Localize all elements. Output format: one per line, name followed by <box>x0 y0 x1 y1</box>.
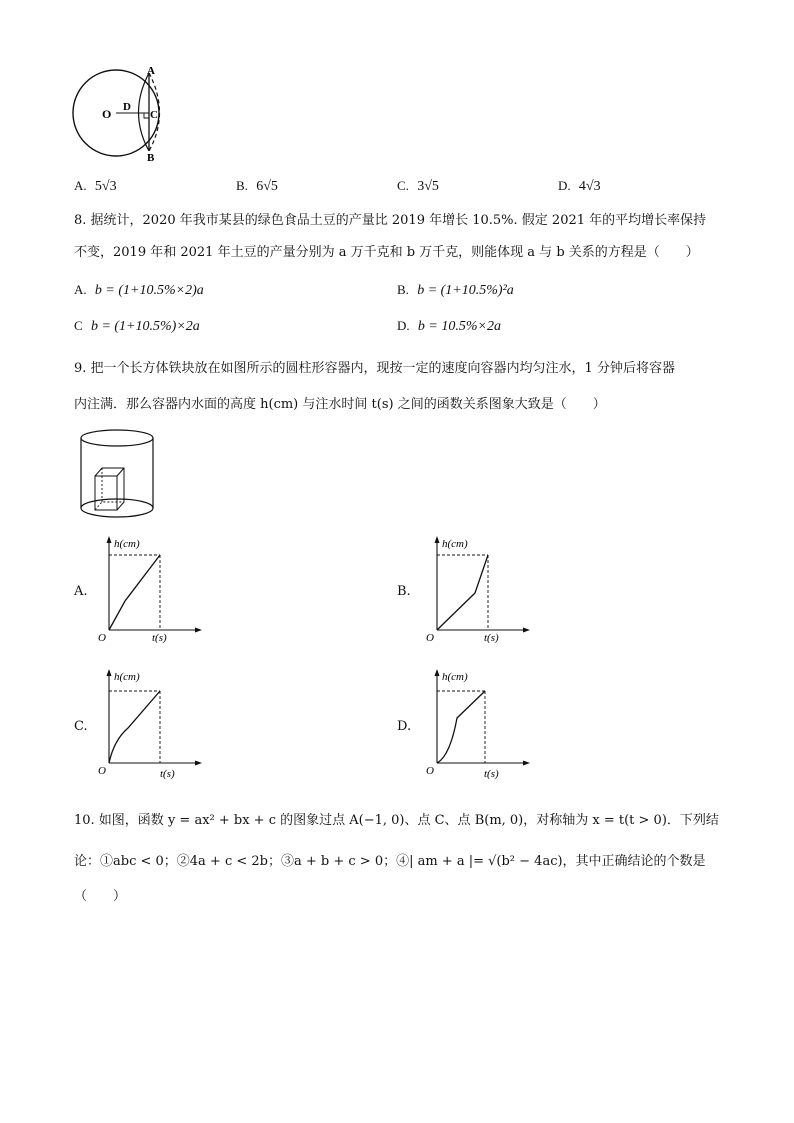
q7-label-d: D <box>123 101 131 113</box>
q7-label-o: O <box>102 107 112 121</box>
q7-option-a[interactable]: A. 5√3 <box>74 178 117 194</box>
q8-text-line1: 8. 据统计，2020 年我市某县的绿色食品土豆的产量比 2019 年增长 10.5%. 假定 2021 年的平均增长率保持 <box>74 213 707 228</box>
svg-text:t(s): t(s) <box>160 768 175 780</box>
q10-text-line3: （ ） <box>74 889 127 904</box>
q9-text-line2: 内注满．那么容器内水面的高度 h(cm) 与注水时间 t(s) 之间的函数关系图象大致是（ ） <box>74 397 606 412</box>
q8-text-line2: 不变，2019 年和 2021 年土豆的产量分别为 a 万千克和 b 万千克，则能体现 a 与 b 关系的方程是（ ） <box>74 245 699 260</box>
svg-text:O: O <box>98 632 106 643</box>
q9-text-line1: 9. 把一个长方体铁块放在如图所示的圆柱形容器内，现按一定的速度向容器内均匀注水，1 分钟后将容器 <box>74 361 675 376</box>
q9-graph-c[interactable] <box>94 668 204 780</box>
svg-text:t(s): t(s) <box>484 632 499 643</box>
svg-text:O: O <box>426 632 434 643</box>
q9-graph-b[interactable] <box>422 535 532 643</box>
svg-text:h(cm): h(cm) <box>442 671 468 683</box>
q7-circle-figure <box>66 62 176 166</box>
svg-text:O: O <box>426 765 434 777</box>
q10-text-line2: 论：①abc < 0；②4a + c < 2b；③a + b + c > 0；④| am + a |= √(b² − 4ac)，其中正确结论的个数是 <box>74 854 706 869</box>
q9-iron-block <box>95 468 124 510</box>
q9-graph-a[interactable] <box>94 535 204 643</box>
q9-graph-a-curve <box>109 555 160 630</box>
svg-text:h(cm): h(cm) <box>114 671 140 683</box>
q7-option-d[interactable]: D. 4√3 <box>558 178 601 194</box>
svg-text:t(s): t(s) <box>152 632 167 643</box>
q9-cylinder-figure <box>74 428 160 524</box>
svg-text:h(cm): h(cm) <box>114 538 140 550</box>
q7-right-angle-mark <box>144 113 149 118</box>
q8-option-b[interactable]: B. b = (1+10.5%)²a <box>397 282 514 298</box>
q7-option-c[interactable]: C. 3√5 <box>397 178 439 194</box>
svg-text:h(cm): h(cm) <box>442 538 468 550</box>
q7-label-b: B <box>147 152 155 164</box>
q9-graph-b-curve <box>437 555 488 630</box>
q9-graph-d-curve <box>437 691 485 763</box>
q8-option-a[interactable]: A. b = (1+10.5%×2)a <box>74 282 204 298</box>
q9-option-a-label[interactable]: A. <box>74 584 88 599</box>
q8-option-c[interactable]: C b = (1+10.5%)×2a <box>74 318 200 334</box>
q7-folded-arc <box>139 73 150 151</box>
q7-label-c: C <box>150 109 158 121</box>
q8-option-d[interactable]: D. b = 10.5%×2a <box>397 318 501 334</box>
svg-text:O: O <box>98 765 106 777</box>
q9-option-b-label[interactable]: B. <box>397 584 411 599</box>
q7-label-a: A <box>147 65 155 77</box>
svg-text:t(s): t(s) <box>484 768 499 780</box>
q9-cylinder-top <box>81 430 153 446</box>
q9-graph-c-curve <box>109 691 160 763</box>
q9-option-c-label[interactable]: C. <box>74 719 88 734</box>
q7-option-b[interactable]: B. 6√5 <box>236 178 278 194</box>
q9-graph-d[interactable] <box>422 668 532 780</box>
q10-text-line1: 10. 如图，函数 y = ax² + bx + c 的图象过点 A(−1, 0)、点 C、点 B(m, 0)，对称轴为 x = t(t > 0)．下列结 <box>74 813 719 828</box>
q9-option-d-label[interactable]: D. <box>397 719 412 734</box>
